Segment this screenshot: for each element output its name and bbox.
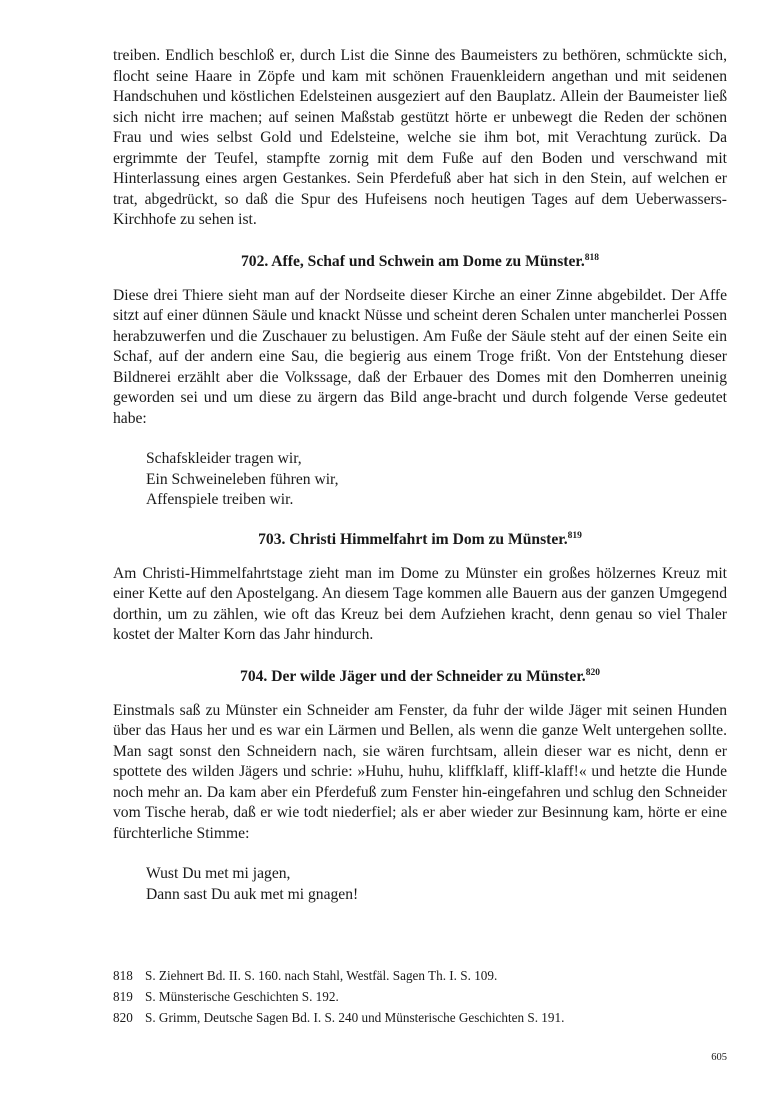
footnote-ref-818[interactable]: 818	[584, 252, 600, 263]
verse-line: Affenspiele treiben wir.	[146, 491, 294, 508]
section-702-title	[113, 252, 727, 272]
section-703-paragraph: Am Christi-Himmelfahrtstage zieht man im Dome zu Münster ein großes hölzernes Kreuz mit einer Kette auf den Apostelgang. An diesem Tage kommen alle Bauern aus der ganzen Umgegend dorthin, um zu zählen, wie oft das Kreuz bei dem Aufziehen kracht, denn genau so viel Thaler kostet der Malter Korn das Jahr hindurch.	[113, 564, 727, 643]
page-number: 605	[711, 1052, 727, 1063]
section-702-paragraph: Diese drei Thiere sieht man auf der Nordseite dieser Kirche an einer Zinne abgebildet. Der Affe sitzt auf einer dünnen Säule und knackt Nüsse und scheint deren Schalen unter mancherlei Possen herabzuwerfen und die Zuschauer zu belustigen. Am Fuße der Säule steht auf der einen Seite ein Schaf, auf der andern eine Sau, die begierig aus einem Troge frißt. Von der Entstehung dieser Bildnerei erzählt aber die Volkssage, daß der Erbauer des Domes mit den Domherren uneinig geworden sei und um diese zu ärgern das Bild ange-bracht und durch folgende Verse gedeutet habe:	[113, 286, 727, 427]
footnote-ref-819[interactable]: 819	[567, 530, 582, 541]
page-body	[113, 46, 727, 905]
section-704-paragraph: Einstmals saß zu Münster ein Schneider am Fenster, da fuhr der wilde Jäger mit seinen Hunden über das Haus her und es war ein Lärmen und Bellen, als wenn die ganze Welt untergehen sollte. Man sagt sonst den Schneidern nach, sie wären furchtsam, allein dieser war es nicht, denn er spottete des wilden Jägers und schrie: »Huhu, huhu, kliffklaff, kliff-klaff!« und hetzte die Hunde noch mehr an. Da kam aber ein Pferdefuß zum Fenster hin-eingefahren und schlug den Schneider vom Tische herab, daß er wie todt niederfiel; als er aber wieder zur Besinnung kam, hörte er eine fürchterliche Stimme:	[113, 701, 727, 842]
verse-block-702	[113, 449, 727, 511]
verse-line: Schafskleider tragen wir,	[146, 450, 302, 467]
section-title-text: 704. Der wilde Jäger und der Schneider zu Münster.	[240, 667, 586, 685]
footnote-ref-820[interactable]: 820	[585, 667, 600, 678]
footnote-text: S. Grimm, Deutsche Sagen Bd. I. S. 240 und Münsterische Geschichten S. 191.	[145, 1010, 565, 1025]
footnote-text: S. Ziehnert Bd. II. S. 160. nach Stahl, Westfäl. Sagen Th. I. S. 109.	[145, 968, 498, 983]
footnotes	[113, 965, 727, 1028]
section-title-text: 702. Affe, Schaf und Schwein am Dome zu Münster.	[240, 252, 585, 270]
verse-line: Dann sast Du auk met mi gnagen!	[146, 885, 359, 903]
footnote-text: S. Münsterische Geschichten S. 192.	[145, 989, 339, 1004]
intro-paragraph: treiben. Endlich beschloß er, durch List die Sinne des Baumeisters zu bethören, schmückte sich, flocht seine Haare in Zöpfe und kam mit schönen Frauenkleidern angethan und mit seidenen Handschuhen und köstlichen Edelsteinen ausgeziert auf den Bauplatz. Allein der Baumeister ließ sich nicht irre machen; auf seinen Maßstab gestützt hörte er unbewegt die Reden der schönen Frau und wies selbst Gold und Edelsteine, welche sie ihm bot, mit Verachtung zurück. Da ergrimmte der Teufel, stampfte zornig mit dem Fuße auf den Boden und verschwand mit Hinterlassung eines argen Gestankes. Sein Pferdefuß aber hat sich in den Stein, auf welchen er trat, abgedrückt, so daß die Spur des Hufeisens noch heutigen Tages auf dem Ueberwassers-Kirchhofe zu sehen ist.	[113, 47, 727, 228]
section-title-text: 703. Christi Himmelfahrt im Dom zu Münster.	[258, 530, 568, 548]
footnote-818	[113, 965, 727, 986]
verse-line: Ein Schweineleben führen wir,	[146, 470, 339, 488]
verse-line: Wust Du met mi jagen,	[146, 865, 291, 882]
footnote-number: 820	[113, 1010, 133, 1025]
footnote-819	[113, 986, 727, 1007]
footnote-820	[113, 1007, 727, 1028]
verse-block-704	[113, 864, 727, 905]
section-704-title	[113, 667, 727, 687]
footnote-number: 818	[113, 968, 133, 983]
footnote-number: 819	[113, 989, 133, 1004]
section-703-title	[113, 530, 727, 550]
